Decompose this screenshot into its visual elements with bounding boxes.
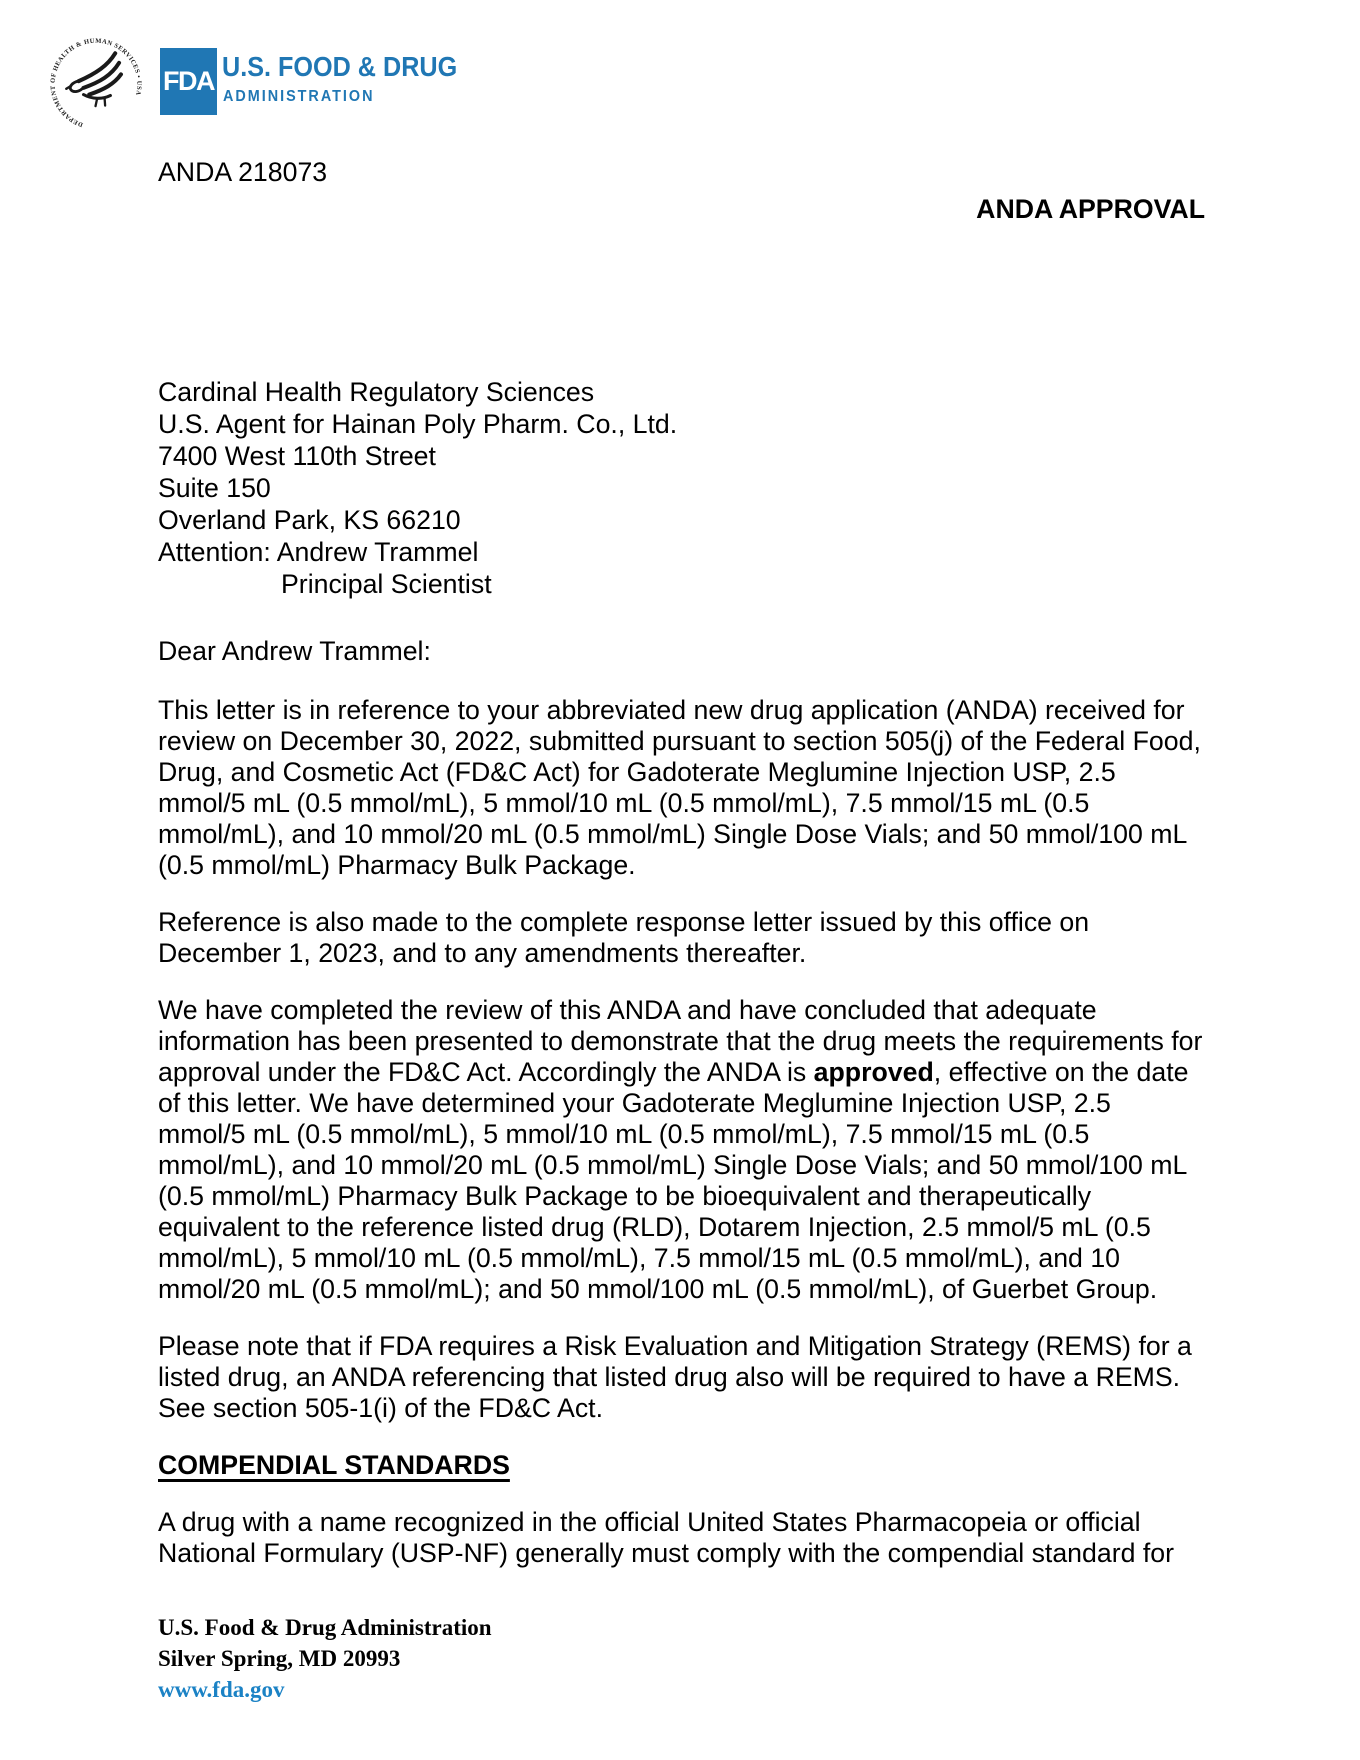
paragraph-compendial: A drug with a name recognized in the official United States Pharmacopeia or official National Formulary (USP-NF) generally must comply with the compendial standard for bbox=[158, 1507, 1174, 1568]
application-number: ANDA 218073 bbox=[158, 157, 328, 187]
recipient-suite-line: Suite 150 bbox=[158, 473, 271, 503]
approved-emphasis: approved bbox=[813, 1057, 934, 1087]
approval-text-pre: We have completed the review of this ANDA and have concluded that adequate information has been presented to demonstrate that the drug meets the requirements for approval under the FD&C Act. Accordingly the ANDA is bbox=[158, 995, 1203, 1087]
approval-text-post: , effective on the date of this letter. We have determined your Gadoterate Meglumine Injection USP, 2.5 mmol/5 mL (0.5 mmol/mL), 5 mmol/10 mL (0.5 mmol/mL), 7.5 mmol/15 mL (0.5 mmol/mL), and 10 mmol/20 mL (0.5 mmol/mL) Single Dose Vials; and 50 mmol/100 mL (0.5 mmol/mL) Pharmacy Bulk Package to be bioequivalent and therapeutically equivalent to the reference listed drug (RLD), Dotarem Injection, 2.5 mmol/5 mL (0.5 mmol/mL), 5 mmol/10 mL (0.5 mmol/mL), 7.5 mmol/15 mL (0.5 mmol/mL), and 10 mmol/20 mL (0.5 mmol/mL); and 50 mmol/100 mL (0.5 mmol/mL), of Guerbet Group. bbox=[158, 1057, 1189, 1304]
hhs-seal-icon bbox=[48, 36, 144, 132]
paragraph-application-reference: This letter is in reference to your abbreviated new drug application (ANDA) received for review on December 30, 2022, submitted pursuant to section 505(j) of the Federal Food, Drug, and Cosmetic Act (FD&C Act) for Gadoterate Meglumine Injection USP, 2.5 mmol/5 mL (0.5 mmol/mL), 5 mmol/10 mL (0.5 mmol/mL), 7.5 mmol/15 mL (0.5 mmol/mL), and 10 mmol/20 mL (0.5 mmol/mL) Single Dose Vials; and 50 mmol/100 mL (0.5 mmol/mL) Pharmacy Bulk Package. bbox=[158, 695, 1201, 880]
letter-content bbox=[158, 157, 1205, 1705]
recipient-street-line: 7400 West 110th Street bbox=[158, 441, 436, 471]
fda-wordmark-line1: U.S. FOOD & DRUG bbox=[222, 51, 458, 82]
fda-wordmark-line2: ADMINISTRATION bbox=[223, 88, 375, 105]
hhs-eagle-icon bbox=[66, 53, 121, 106]
salutation: Dear Andrew Trammel: bbox=[158, 636, 431, 666]
fda-logo-icon bbox=[160, 48, 217, 115]
recipient-company-line: Cardinal Health Regulatory Sciences bbox=[158, 377, 595, 407]
recipient-address-block bbox=[158, 376, 1205, 600]
attention-title: Principal Scientist bbox=[281, 569, 492, 599]
recipient-agent-line: U.S. Agent for Hainan Poly Pharm. Co., Ltd. bbox=[158, 409, 678, 439]
hhs-seal-text: DEPARTMENT OF HEALTH & HUMAN SERVICES • USA bbox=[49, 37, 143, 129]
paragraph-complete-response-reference: Reference is also made to the complete response letter issued by this office on December 1, 2023, and to any amendments thereafter. bbox=[158, 907, 1090, 968]
footer-address: Silver Spring, MD 20993 bbox=[158, 1646, 401, 1671]
page-footer bbox=[158, 1612, 1205, 1705]
fda-website-link[interactable]: www.fda.gov bbox=[158, 1677, 285, 1702]
paragraph-rems: Please note that if FDA requires a Risk Evaluation and Mitigation Strategy (REMS) for a listed drug, an ANDA referencing that listed drug also will be required to have a REMS. See section 505-1(i) of the FD&C Act. bbox=[158, 1331, 1192, 1423]
fda-logo-acronym: FDA bbox=[163, 66, 214, 96]
section-heading-compendial-standards: COMPENDIAL STANDARDS bbox=[158, 1450, 510, 1480]
attention-line: Attention: Andrew Trammel bbox=[158, 537, 479, 567]
footer-organization: U.S. Food & Drug Administration bbox=[158, 1615, 492, 1640]
letter-type-heading: ANDA APPROVAL bbox=[976, 194, 1205, 224]
recipient-city-line: Overland Park, KS 66210 bbox=[158, 505, 461, 535]
paragraph-approval bbox=[158, 995, 1205, 1305]
